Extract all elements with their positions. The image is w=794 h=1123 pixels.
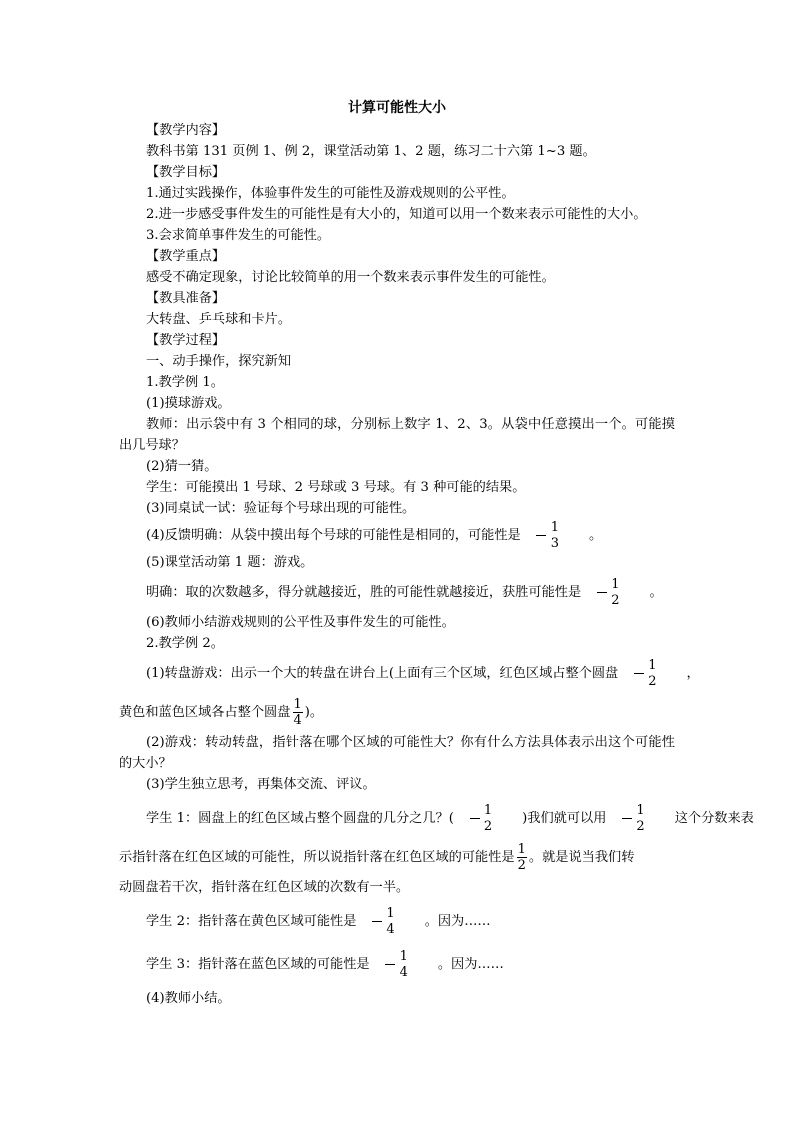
text: 。就是说当我们转 <box>528 850 635 865</box>
text: 黄色和蓝色区域各占整个圆盘 <box>119 705 291 720</box>
text: 这个分数来表 <box>674 811 754 826</box>
paragraph: (1)摸球游戏。 <box>146 396 231 411</box>
heading-tools: 【教具准备】 <box>146 291 226 306</box>
fraction <box>372 949 409 980</box>
paragraph: 动圆盘若干次，指针落在红色区域的次数有一半。 <box>119 880 410 895</box>
heading-key: 【教学重点】 <box>146 249 226 264</box>
fraction-denominator: 2 <box>648 674 657 689</box>
text: 。因为…… <box>437 957 504 972</box>
text: 学生 2：指针落在黄色区域可能性是 <box>146 914 357 929</box>
fraction <box>523 520 560 551</box>
fraction-numerator: 1 <box>517 842 526 857</box>
fraction-denominator: 2 <box>517 858 526 873</box>
text: 。因为…… <box>424 914 491 929</box>
paragraph: (5)课堂活动第 1 题：游戏。 <box>146 555 314 570</box>
paragraph: 2.进一步感受事件发生的可能性是有大小的，知道可以用一个数来表示可能性的大小。 <box>146 207 647 222</box>
paragraph: (3)同桌试一试：验证每个号球出现的可能性。 <box>146 501 416 516</box>
text: 。 <box>589 528 603 543</box>
fraction-denominator: 2 <box>483 819 493 834</box>
fraction-denominator: 4 <box>399 965 408 980</box>
fraction-numerator: 1 <box>386 906 395 921</box>
paragraph <box>119 519 675 552</box>
text: )我们就可以用 <box>522 811 607 826</box>
fraction-denominator: 4 <box>386 922 395 937</box>
paragraph: 2.教学例 2。 <box>146 636 224 651</box>
paragraph: 教科书第 131 页例 1、例 2，课堂活动第 1、2 题，练习二十六第 1~3 题。 <box>146 144 596 159</box>
fraction <box>456 803 493 834</box>
fraction <box>583 577 620 608</box>
text: (4)反馈明确：从袋中摸出每个号球的可能性是相同的，可能性是 <box>146 528 521 543</box>
fraction <box>292 697 302 728</box>
paragraph: (2)猜一猜。 <box>146 459 218 474</box>
paragraph: (4)教师小结。 <box>146 991 231 1006</box>
paragraph: (2)游戏：转动转盘，指针落在哪个区域的可能性大？你有什么方法具体表示出这个可能性的大小？ <box>119 735 675 771</box>
paragraph <box>119 693 675 732</box>
text: 学生 3：指针落在蓝色区域的可能性是 <box>146 957 370 972</box>
text: (1)转盘游戏：出示一个大的转盘在讲台上(上面有三个区域，红色区域占整个圆盘 <box>146 666 619 681</box>
paragraph: 大转盘、乒乓球和卡片。 <box>146 312 292 327</box>
fraction <box>358 906 395 937</box>
paragraph: (3)学生独立思考，再集体交流、评议。 <box>146 777 376 792</box>
paragraph: 1.教学例 1。 <box>146 375 224 390</box>
paragraph: 学生：可能摸出 1 号球、2 号球或 3 号球。有 3 种可能的结果。 <box>146 480 526 495</box>
text: )。 <box>304 705 324 720</box>
fraction-denominator: 3 <box>550 536 560 551</box>
fraction-denominator: 4 <box>293 713 302 728</box>
fraction-denominator: 2 <box>611 593 620 608</box>
paragraph <box>119 945 675 984</box>
paragraph: (6)教师小结游戏规则的公平性及事件发生的可能性。 <box>146 615 455 630</box>
text: 明确：取的次数越多，得分就越接近，胜的可能性就越接近，获胜可能性是 <box>146 585 582 600</box>
heading-goals: 【教学目标】 <box>146 165 226 180</box>
heading-content: 【教学内容】 <box>146 123 226 138</box>
paragraph: 教师：出示袋中有 3 个相同的球，分别标上数字 1、2、3。从袋中任意摸出一个。可能摸出几号球？ <box>119 417 675 453</box>
fraction <box>608 803 645 834</box>
fraction-denominator: 2 <box>636 819 645 834</box>
text: 。 <box>649 585 663 600</box>
paragraph <box>119 902 675 941</box>
paragraph: 1.通过实践操作，体验事件发生的可能性及游戏规则的公平性。 <box>146 186 515 201</box>
fraction-numerator: 1 <box>483 803 493 818</box>
fraction-numerator: 1 <box>636 803 645 818</box>
fraction <box>620 658 657 689</box>
paragraph <box>119 799 754 838</box>
heading-process: 【教学过程】 <box>146 333 226 348</box>
text: 学生 1：圆盘上的红色区域占整个圆盘的几分之几？( <box>146 811 454 826</box>
paragraph: 3.会求简单事件发生的可能性。 <box>146 228 331 243</box>
fraction-numerator: 1 <box>399 949 408 964</box>
paragraph <box>119 573 675 612</box>
text: 示指针落在红色区域的可能性，所以说指针落在红色区域的可能性是 <box>119 850 515 865</box>
fraction-numerator: 1 <box>611 577 620 592</box>
paragraph <box>119 654 700 693</box>
fraction <box>517 842 527 873</box>
section-heading: 一、动手操作，探究新知 <box>146 354 292 369</box>
paragraph: 感受不确定现象，讨论比较简单的用一个数来表示事件发生的可能性。 <box>146 270 555 285</box>
fraction-numerator: 1 <box>550 520 560 535</box>
text: ， <box>686 666 700 681</box>
fraction-numerator: 1 <box>293 697 302 712</box>
document-page <box>119 96 754 1009</box>
fraction-numerator: 1 <box>648 658 657 673</box>
paragraph <box>119 838 675 877</box>
document-title: 计算可能性大小 <box>348 100 446 116</box>
